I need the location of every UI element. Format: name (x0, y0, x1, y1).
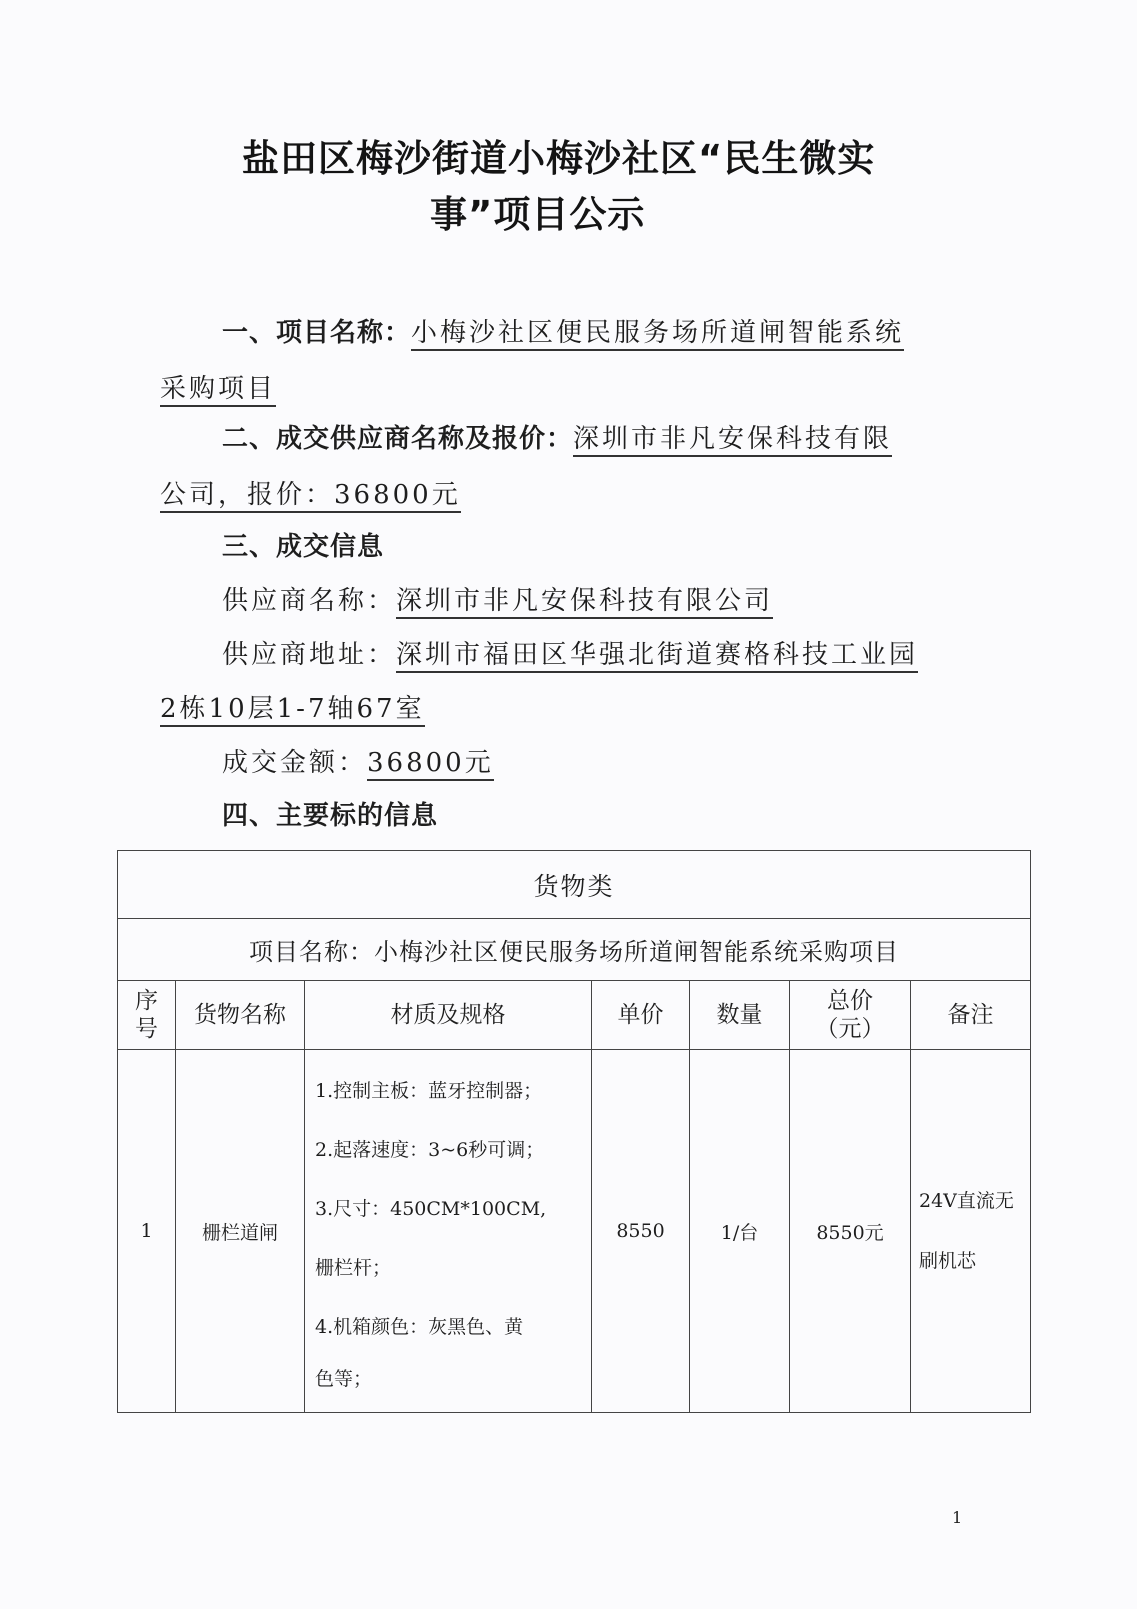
cell-total: 8550元 (790, 1050, 911, 1413)
header-quantity: 数量 (690, 981, 790, 1050)
spec-line: 栅栏杆； (315, 1256, 392, 1279)
supplier-address-label: 供应商地址： (222, 640, 397, 670)
header-total-line-1: 总价 (827, 988, 873, 1014)
supplier-address-value: 深圳市福田区华强北街道赛格科技工业园 (396, 640, 918, 673)
supplier-quote-value-cont: 公司，报价：36800元 (160, 480, 461, 513)
deal-amount-label: 成交金额： (222, 748, 368, 778)
header-total (790, 981, 911, 1050)
section-1-heading: 一、项目名称： (222, 318, 412, 348)
cell-unit-price: 8550 (592, 1050, 690, 1413)
supplier-name-label: 供应商名称： (222, 586, 397, 616)
supplier-quote-value: 深圳市非凡安保科技有限 (573, 424, 892, 457)
cell-remark (911, 1050, 1031, 1413)
page-number: 1 (952, 1508, 963, 1527)
header-spec: 材质及规格 (305, 981, 592, 1050)
table-project-name-cell: 项目名称：小梅沙社区便民服务场所道闸智能系统采购项目 (118, 919, 1031, 981)
section-3-heading: 三、成交信息 (222, 532, 385, 562)
supplier-address-line (222, 634, 918, 671)
header-remark: 备注 (911, 981, 1031, 1050)
deal-amount-line (222, 742, 494, 779)
spec-line: 1.控制主板：蓝牙控制器； (315, 1079, 543, 1102)
supplier-name-value: 深圳市非凡安保科技有限公司 (396, 586, 773, 619)
header-goods-name: 货物名称 (176, 981, 305, 1050)
cell-goods-name: 栅栏道闸 (176, 1050, 305, 1413)
spec-line: 色等； (315, 1367, 373, 1390)
document-title-line-1: 盐田区梅沙街道小梅沙社区“民生微实 (242, 137, 876, 180)
header-seq-line-1: 序 (135, 988, 158, 1014)
table-row (118, 1050, 1031, 1413)
supplier-name-line (222, 580, 773, 617)
project-name-value: 小梅沙社区便民服务场所道闸智能系统 (411, 318, 904, 351)
cell-quantity: 1/台 (690, 1050, 790, 1413)
table-header-row (118, 981, 1031, 1050)
document-title-line-2: 事”项目公示 (430, 193, 646, 236)
header-unit-price: 单价 (592, 981, 690, 1050)
cell-spec (305, 1050, 592, 1413)
cell-seq: 1 (118, 1050, 176, 1413)
supplier-address-value-cont: 2栋10层1-7轴67室 (160, 694, 425, 727)
section-1-continuation (160, 368, 276, 405)
section-1-line (222, 312, 904, 349)
spec-line: 2.起落速度：3~6秒可调； (315, 1138, 545, 1161)
header-seq-line-2: 号 (135, 1016, 158, 1042)
section-2-heading: 二、成交供应商名称及报价： (222, 424, 574, 454)
spec-line: 4.机箱颜色：灰黑色、黄 (315, 1315, 524, 1338)
deal-amount-value: 36800元 (367, 748, 494, 781)
header-seq (118, 981, 176, 1050)
goods-table (117, 850, 1031, 1413)
header-total-line-2: （元） (815, 1016, 885, 1042)
section-2-continuation (160, 474, 461, 511)
spec-line: 3.尺寸：450CM*100CM, (315, 1197, 547, 1220)
remark-line-1: 24V直流无 (919, 1190, 1014, 1212)
project-name-value-cont: 采购项目 (160, 374, 276, 407)
remark-line-2: 刷机芯 (919, 1250, 977, 1272)
section-4-heading: 四、主要标的信息 (222, 801, 439, 831)
goods-category-cell: 货物类 (118, 851, 1031, 919)
section-2-line (222, 418, 892, 455)
supplier-address-continuation (160, 688, 425, 725)
